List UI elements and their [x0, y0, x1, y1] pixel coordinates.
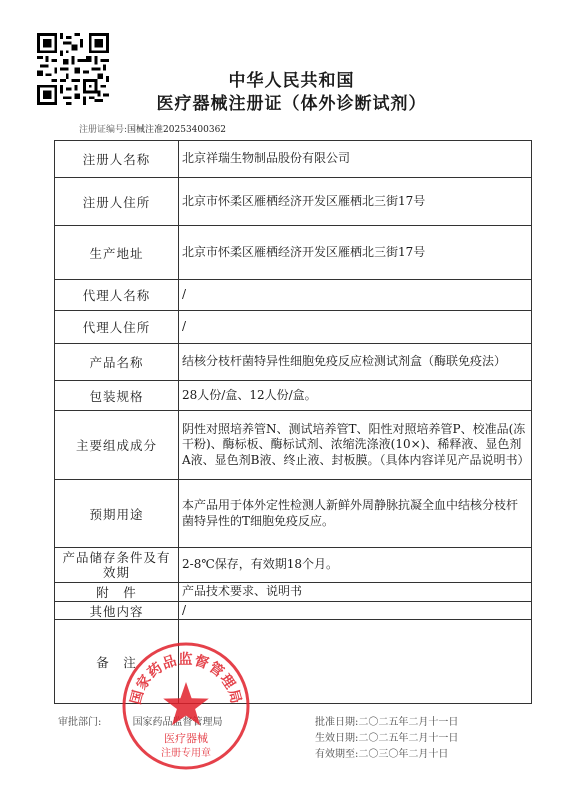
row-label: 生产地址	[55, 226, 179, 279]
table-row-production-address	[55, 226, 531, 280]
approval-date: 批准日期:二〇二五年二月十一日	[315, 717, 459, 728]
table-row-attachments	[55, 583, 531, 602]
table-row-registrant-name	[55, 141, 531, 178]
row-value: /	[182, 319, 187, 334]
registration-number-value: 国械注准20253400362	[127, 125, 227, 135]
table-row-storage-validity	[55, 548, 531, 583]
registration-number	[79, 122, 226, 135]
row-label: 代理人名称	[55, 280, 179, 310]
approval-department-label: 审批部门:	[58, 717, 102, 728]
star-icon	[163, 682, 209, 725]
table-row-other-content	[55, 602, 531, 620]
row-value: 结核分枝杆菌特异性细胞免疫反应检测试剂盒（酶联免疫法）	[182, 354, 507, 369]
table-row-product-name	[55, 344, 531, 381]
table-row-package-spec	[55, 381, 531, 411]
row-value: 产品技术要求、说明书	[182, 584, 303, 599]
row-label: 产品储存条件及有效期	[55, 548, 179, 582]
certificate-title: 医疗器械注册证（体外诊断试剂）	[156, 94, 427, 114]
row-label: 附 件	[55, 583, 179, 601]
seal-text-line2: 注册专用章	[161, 748, 211, 759]
row-label: 包装规格	[55, 381, 179, 410]
row-value: 北京市怀柔区雁栖经济开发区雁栖北三街17号	[182, 244, 426, 259]
row-value: 北京市怀柔区雁栖经济开发区雁栖北三街17号	[182, 193, 426, 208]
row-value: 本产品用于体外定性检测人新鲜外周静脉抗凝全血中结核分枝杆菌特异性的T细胞免疫反应。	[182, 498, 519, 528]
row-label: 代理人住所	[55, 311, 179, 343]
row-value: /	[182, 287, 187, 302]
table-row-main-components	[55, 411, 531, 480]
row-value: /	[182, 602, 187, 617]
table-row-intended-use	[55, 480, 531, 548]
row-value: 2-8℃保存，有效期18个月。	[182, 557, 339, 572]
row-label: 主要组成成分	[55, 411, 179, 479]
row-label: 注册人名称	[55, 141, 179, 177]
row-label: 注册人住所	[55, 178, 179, 225]
row-value: 28人份/盒、12人份/盒。	[182, 387, 317, 402]
table-row-agent-name	[55, 280, 531, 311]
row-label: 其他内容	[55, 602, 179, 619]
certificate-table	[54, 140, 532, 707]
row-value: 北京祥瑞生物制品股份有限公司	[182, 151, 351, 166]
row-value: 阴性对照培养管N、测试培养管T、阳性对照培养管P、校准品(冻干粉)、酶标板、酶标试剂、浓缩洗涤液(10×)、稀释液、显色剂A液、显色剂B液、终止液、封板膜。（具体内容详见产品说明书）	[182, 421, 530, 467]
certificate-country-title: 中华人民共和国	[228, 71, 355, 91]
table-row-agent-address	[55, 311, 531, 344]
row-label: 产品名称	[55, 344, 179, 380]
effective-date: 生效日期:二〇二五年二月十一日	[315, 733, 459, 744]
row-label: 备 注	[55, 620, 179, 703]
registration-number-label: 注册证编号:	[79, 125, 128, 135]
table-row-registrant-address	[55, 178, 531, 226]
row-label: 预期用途	[55, 480, 179, 547]
seal-text-line1: 医疗器械	[164, 732, 208, 745]
approval-department-value: 国家药品监督管理局	[132, 717, 223, 728]
seal-arc-text: 国家药品监督管理局	[128, 652, 244, 707]
expiry-date: 有效期至:二〇三〇年二月十日	[315, 749, 449, 760]
official-seal	[120, 640, 252, 772]
